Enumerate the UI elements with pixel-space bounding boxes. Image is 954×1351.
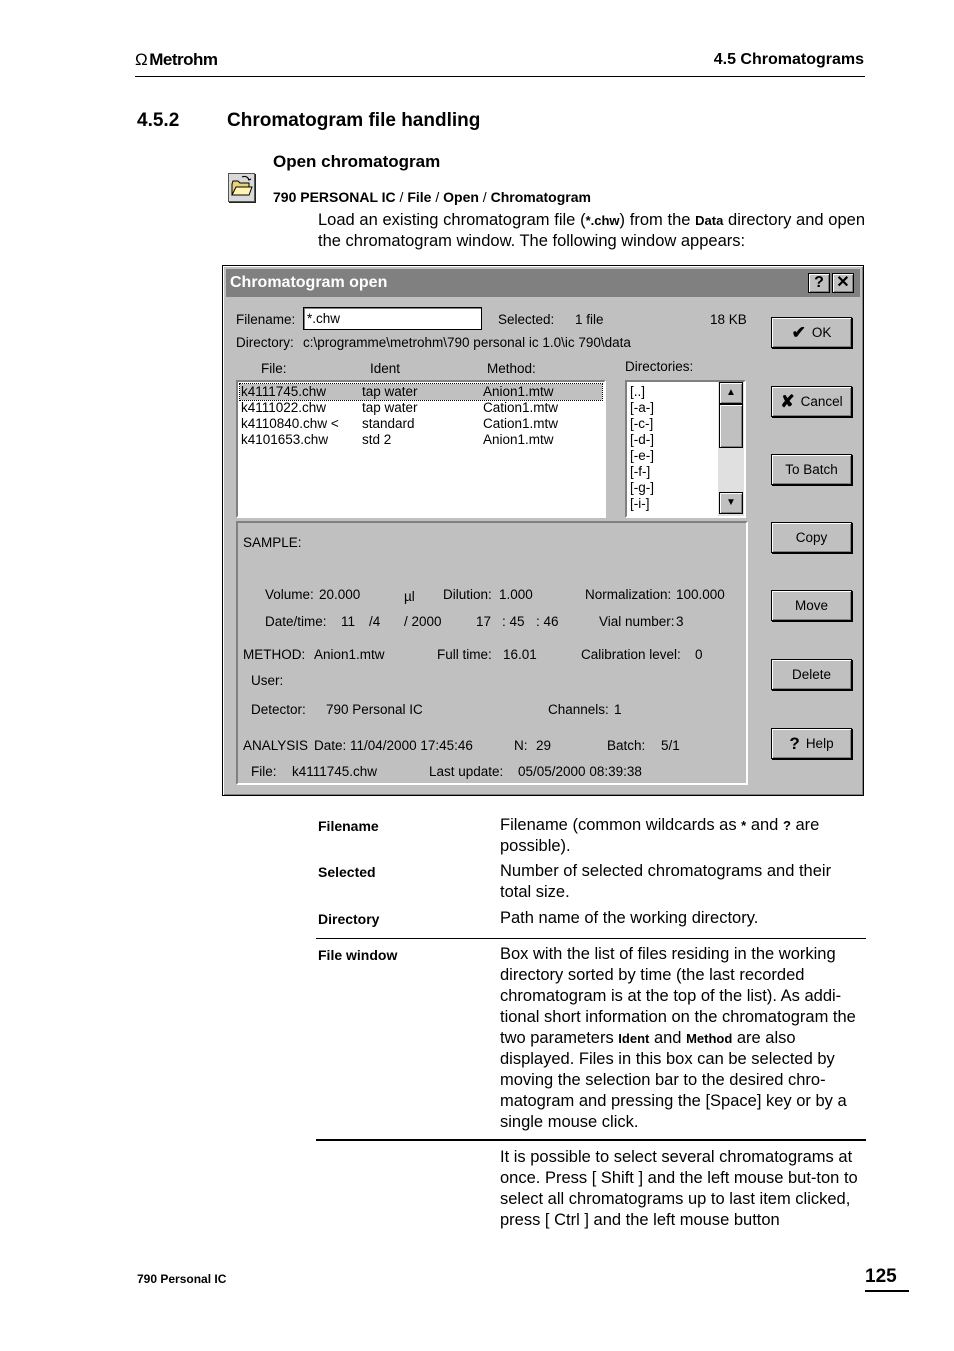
method-value: Anion1.mtw [314, 647, 385, 662]
to-batch-button[interactable]: To Batch [771, 454, 852, 485]
term-filename: Filename [318, 818, 379, 834]
file-row[interactable]: k4110840.chw < standard Cation1.mtw [241, 416, 559, 431]
file-row[interactable]: k4111745.chw tap water Anion1.mtw [240, 384, 602, 400]
directory-item[interactable]: [-i-] [630, 496, 650, 511]
volume-label: Volume: [265, 587, 314, 602]
menu-path: 790 PERSONAL IC / File / Open / Chromatogram [273, 189, 591, 205]
datetime-label: Date/time: [265, 614, 327, 629]
batch-value: 5/1 [661, 738, 680, 753]
sample-label: SAMPLE: [243, 535, 302, 550]
volume-value: 20.000 [319, 587, 361, 602]
date-month: /4 [369, 614, 381, 629]
footer-product: 790 Personal IC [137, 1272, 227, 1286]
definition-file-window: Box with the list of files residing in the working directory sorted by time (the last recorded chromatogram is at the top of the list). As addi-tional short information on the chromatogram the two parameters Ident and Method are also displayed. Files in this box can be selected by moving the selection bar to the desired chro-matogram and pressing the [Space] key or by a single mouse click. [500, 945, 856, 1131]
vial-value: 3 [676, 614, 684, 629]
sub-heading: Open chromatogram [273, 152, 441, 171]
menu-path-root: 790 PERSONAL IC [273, 189, 396, 205]
directory-item[interactable]: [-d-] [630, 432, 655, 447]
open-folder-icon [228, 173, 255, 202]
channels-label: Channels: [548, 702, 609, 717]
analysis-date: Date: 11/04/2000 17:45:46 [314, 738, 473, 753]
method-column-header: Method: [487, 361, 536, 376]
definition-directory: Path name of the working directory. [500, 909, 759, 927]
logo-text: Metrohm [149, 50, 218, 69]
time-second: : 46 [536, 614, 559, 629]
detector-label: Detector: [251, 702, 306, 717]
calibration-value: 0 [695, 647, 703, 662]
file-extension: *.chw [585, 213, 620, 228]
page-number-rule [865, 1290, 909, 1292]
scroll-thumb[interactable] [719, 404, 743, 448]
delete-button[interactable]: Delete [771, 659, 852, 690]
file-value: k4111745.chw [292, 764, 378, 779]
file-row[interactable]: k4111022.chw tap water Cation1.mtw [241, 400, 559, 415]
page-number: 125 [865, 1266, 897, 1287]
calibration-label: Calibration level: [581, 647, 681, 662]
question-icon: ? [789, 733, 800, 753]
dilution-label: Dilution: [443, 587, 492, 602]
dilution-value: 1.000 [499, 587, 533, 602]
section-title: Chromatogram file handling [227, 110, 481, 131]
analysis-label: ANALYSIS [243, 738, 309, 753]
file-row[interactable]: k4101653.chw std 2 Anion1.mtw [241, 432, 554, 447]
date-year: / 2000 [404, 614, 442, 629]
normalization-value: 100.000 [676, 587, 725, 602]
normalization-label: Normalization: [585, 587, 672, 602]
scroll-up-icon[interactable]: ▲ [719, 382, 743, 404]
file-column-header: File: [261, 361, 287, 376]
chromatogram-open-dialog [222, 265, 864, 796]
table-rule [316, 938, 866, 939]
definition-multi-select: It is possible to select several chromatograms at once. Press [ Shift ] and the left mouse but-ton to select all chromatograms up to last item clicked, press [ Ctrl ] and the left mouse button [500, 1148, 858, 1229]
checkmark-icon: ✔ [791, 322, 806, 342]
menu-path-open: Open [443, 189, 479, 205]
volume-unit: µl [404, 589, 415, 604]
selected-label: Selected: [498, 312, 555, 327]
dialog-titlebar [226, 269, 860, 297]
channels-value: 1 [614, 702, 622, 717]
ok-button[interactable]: ✔ OK [771, 317, 852, 348]
help-button[interactable]: ? Help [771, 728, 852, 759]
cancel-button[interactable]: ✘ Cancel [771, 386, 852, 417]
table-rule [316, 1139, 866, 1141]
ident-column-header: Ident [370, 361, 401, 376]
term-directory: Directory [318, 911, 380, 927]
directory-item[interactable]: [-c-] [630, 416, 654, 431]
section-number: 4.5.2 [137, 110, 180, 131]
fulltime-label: Full time: [437, 647, 492, 662]
move-button[interactable]: Move [771, 590, 852, 621]
copy-button[interactable]: Copy [771, 522, 852, 553]
menu-path-chromatogram: Chromatogram [490, 189, 591, 205]
fulltime-value: 16.01 [503, 647, 537, 662]
dialog-title: Chromatogram open [230, 274, 388, 291]
n-value: 29 [536, 738, 552, 753]
help-title-button[interactable]: ? [808, 273, 830, 293]
file-label: File: [251, 764, 277, 779]
directory-item[interactable]: [-a-] [630, 400, 655, 415]
method-label: METHOD: [243, 647, 306, 662]
header-rule [135, 76, 865, 77]
file-list[interactable] [236, 380, 606, 518]
filename-input[interactable]: *.chw [303, 307, 482, 330]
user-label: User: [251, 673, 284, 688]
term-selected: Selected [318, 864, 376, 880]
date-day: 11 [341, 614, 356, 629]
lastupdate-label: Last update: [429, 764, 504, 779]
selected-value: 1 file [575, 312, 604, 327]
metrohm-logo [135, 50, 218, 70]
intro-paragraph: Load an existing chromatogram file (*.chw) from the Data directory and open the chromatogram window. The following window appears: [318, 211, 865, 250]
data-directory-name: Data [695, 213, 724, 228]
directory-item[interactable]: [-e-] [630, 448, 655, 463]
selected-size: 18 KB [710, 312, 747, 327]
directory-label: Directory: [236, 335, 294, 350]
definition-filename: Filename (common wildcards as * and ? are possible). [500, 816, 820, 855]
directories-list[interactable] [625, 380, 746, 518]
n-label: N: [514, 738, 528, 753]
directories-label: Directories: [625, 359, 694, 374]
batch-label: Batch: [607, 738, 646, 753]
time-hour: 17 [476, 614, 492, 629]
directory-item[interactable]: [-f-] [630, 464, 651, 479]
details-panel [236, 521, 748, 785]
directories-scrollbar[interactable] [718, 382, 744, 516]
scroll-down-icon[interactable]: ▼ [719, 492, 743, 514]
menu-path-file: File [407, 189, 432, 205]
definition-selected: Number of selected chromatograms and their total size. [500, 862, 832, 901]
term-file-window: File window [318, 947, 398, 963]
running-header: 4.5 Chromatograms [713, 51, 864, 68]
detector-value: 790 Personal IC [326, 702, 423, 717]
time-minute: : 45 [502, 614, 525, 629]
filename-label: Filename: [236, 312, 296, 327]
vial-label: Vial number: [599, 614, 675, 629]
lastupdate-value: 05/05/2000 08:39:38 [518, 764, 642, 779]
omega-logo-icon: Ω [135, 50, 148, 69]
directory-item[interactable]: [-g-] [630, 480, 655, 495]
cross-icon: ✘ [780, 391, 795, 411]
close-button[interactable]: ✕ [832, 273, 854, 293]
directory-value: c:\programme\metrohm\790 personal ic 1.0\ic 790\data [303, 335, 631, 350]
directory-item[interactable]: [..] [630, 384, 646, 399]
